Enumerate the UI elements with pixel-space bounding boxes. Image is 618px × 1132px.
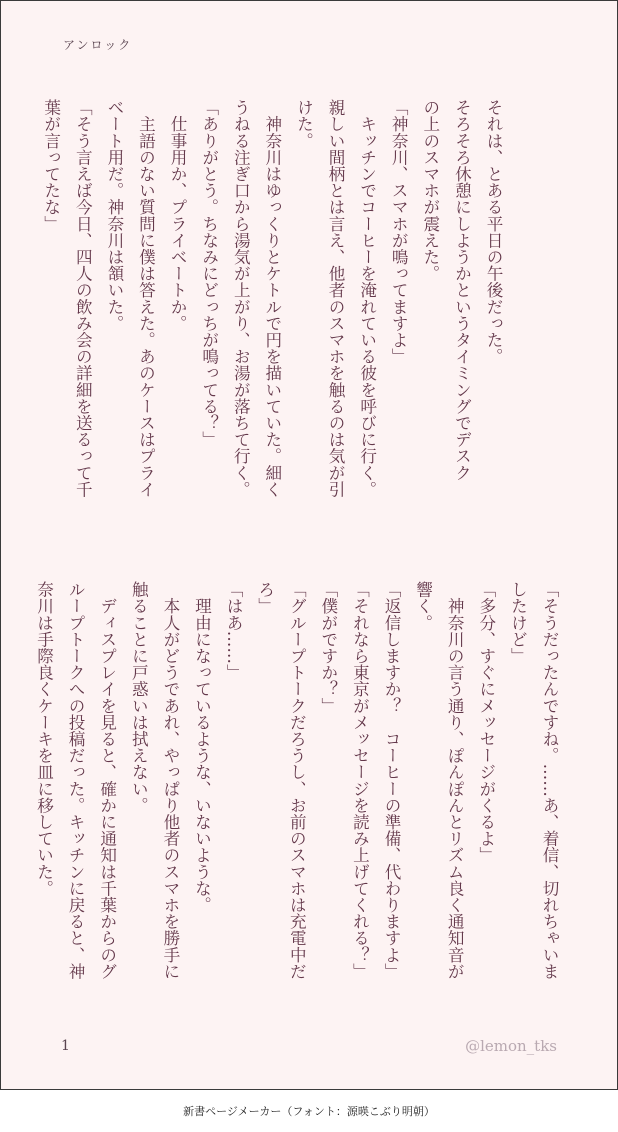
text-line: 理由になっているような、いないような。: [192, 581, 212, 913]
text-line: 神奈川はゆっくりとケトルで円を描いていた。細く: [262, 99, 282, 498]
text-line: 主語のない質問に僕は答えた。あのケースはプライ: [136, 99, 156, 498]
text-line: 響く。: [413, 581, 433, 631]
text-line: 葉が言ってたな」: [41, 99, 61, 232]
text-line: 神奈川の言う通り、ぽんぽんとリズム良く通知音が: [445, 581, 465, 980]
text-line: 本人がどうであれ、やっぱり他者のスマホを勝手に: [160, 581, 180, 980]
author-handle: @lemon_tks: [465, 1037, 557, 1055]
text-line: 「神奈川、スマホが鳴ってますよ」: [389, 99, 409, 365]
text-line: したけど」: [508, 581, 528, 664]
text-line: 仕事用か、プライベートか。: [168, 99, 188, 332]
text-line: 奈川は手際良くケーキを皿に移していた。: [34, 581, 54, 897]
text-line: 「はあ……」: [224, 581, 244, 681]
text-line: ループトークへの投稿だった。キッチンに戻ると、神: [66, 581, 86, 980]
text-line: うねる注ぎ口から湯気が上がり、お湯が落ちて行く。: [231, 99, 251, 498]
page-number: 1: [61, 1038, 70, 1054]
generator-credit: 新書ページメーカー（フォント：源暎こぶり明朝）: [183, 1105, 435, 1118]
upper-text-block: [35, 99, 509, 539]
text-line: けた。: [294, 99, 314, 149]
text-line: ろ」: [255, 581, 275, 615]
text-line: ディスプレイを見ると、確かに通知は千葉からのグ: [97, 581, 117, 980]
text-line: 「ありがとう。ちなみにどっちが鳴ってる？」: [199, 99, 219, 448]
text-line: 「それなら東京がメッセージを読み上げてくれる？」: [350, 581, 370, 980]
text-line: 「グループトークだろうし、お前のスマホは充電中だ: [287, 581, 307, 980]
lower-text-block: [28, 581, 565, 1021]
text-line: の上のスマホが震えた。: [420, 99, 440, 282]
text-line: それは、とある平日の午後だった。: [484, 99, 503, 365]
text-line: 触ることに戸惑いは拭えない。: [129, 581, 149, 814]
text-line: ベート用だ。神奈川は頷いた。: [104, 99, 124, 332]
text-line: 「返信しますか？ コーヒーの準備、代わりますよ」: [382, 581, 402, 980]
text-line: 「そう言えば今日、四人の飲み会の詳細を送るって千: [73, 99, 93, 498]
text-line: キッチンでコーヒーを淹れている彼を呼びに行く。: [357, 99, 377, 498]
text-line: 「そうだったんですね。……あ、着信、切れちゃいま: [540, 581, 559, 980]
text-line: 親しい間柄とは言え、他者のスマホを触るのは気が引: [326, 99, 346, 498]
text-line: 「僕がですか？」: [318, 581, 338, 714]
text-line: そろそろ休憩にしようかというタイミングでデスク: [452, 99, 472, 481]
page-header-title: アンロック: [63, 38, 133, 52]
text-line: 「多分、すぐにメッセージがくるよ」: [476, 581, 496, 864]
